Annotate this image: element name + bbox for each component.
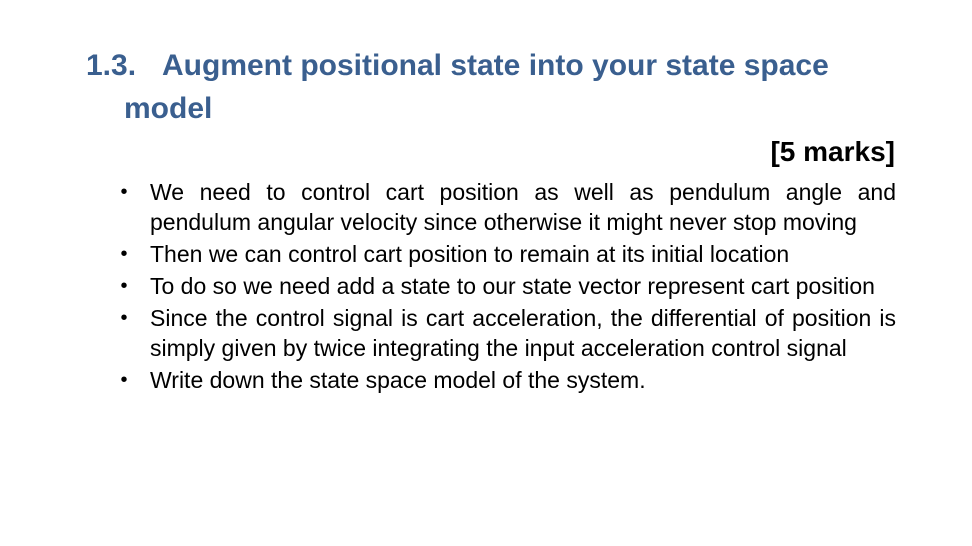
bullet-icon: • (120, 243, 128, 265)
section-heading (86, 44, 906, 130)
section-title-line2: model (124, 92, 213, 125)
bullet-list (118, 177, 896, 397)
list-item-text: Since the control signal is cart acceleration, the differential of position is simply given by twice integrating the input acceleration control signal (150, 305, 896, 361)
section-title-line1: Augment positional state into your state space (162, 49, 829, 82)
list-item (118, 239, 896, 269)
bullet-icon: • (120, 369, 128, 391)
list-item-text: To do so we need add a state to our state vector represent cart position (150, 273, 875, 299)
list-item (118, 177, 896, 237)
marks-label: [5 marks] (770, 136, 895, 167)
list-item-text: We need to control cart position as well as pendulum angle and pendulum angular velocity since otherwise it might never stop moving (150, 179, 896, 235)
list-item (118, 365, 896, 395)
list-item (118, 303, 896, 363)
list-item-text: Then we can control cart position to remain at its initial location (150, 241, 790, 267)
list-item (118, 271, 896, 301)
bullet-icon: • (120, 307, 128, 329)
section-number: 1.3. (86, 49, 137, 82)
bullet-icon: • (120, 181, 128, 203)
list-item-text: Write down the state space model of the system. (150, 367, 646, 393)
bullet-icon: • (120, 275, 128, 297)
